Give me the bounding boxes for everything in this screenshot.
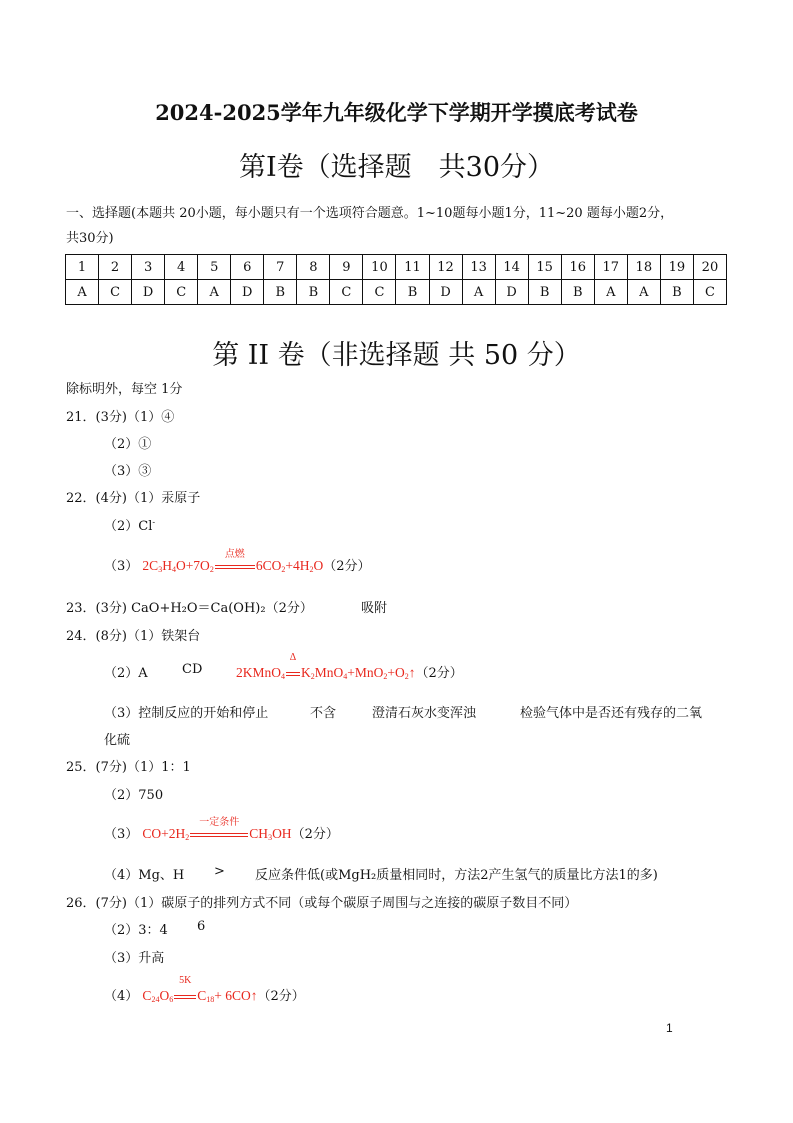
q26-eq-right: C: [197, 988, 207, 1003]
answer-cell: C: [99, 280, 132, 305]
q23-answer: 23．(3分) CaO+H₂O＝Ca(OH)₂（2分）: [66, 601, 313, 616]
q24-equation: 2KMnO$_4$ Δ $K_2MnO_4+MnO_2+O_2↑$: [236, 652, 416, 681]
part2-heading: 第 II 卷（非选择题 共 50 分）: [212, 340, 581, 371]
question-number-cell: 3: [132, 255, 165, 280]
question-number-cell: 17: [594, 255, 627, 280]
q24-part3-d: 检验气体中是否还有残存的二氧: [520, 706, 703, 721]
q24-eq-left: 2KMnO: [236, 665, 282, 680]
q24-header: 24．(8分)（1）铁架台: [66, 629, 201, 644]
question-number-cell: 7: [264, 255, 297, 280]
q24-part2-points: （2分）: [415, 666, 463, 681]
q26-eq-condition-text: 5K: [179, 975, 192, 986]
question-number-cell: 8: [297, 255, 330, 280]
part2-note: 除标明外，每空 1分: [66, 382, 183, 397]
q26-part2-a: （2）3：4: [104, 923, 168, 938]
q24-part2-equation-line: [236, 652, 463, 681]
q24-eq-right2: MnO: [314, 665, 344, 680]
answer-cell: B: [660, 280, 693, 305]
q22-eq-tail: O: [313, 558, 324, 573]
document-title: 2024-2025学年九年级化学下学期开学摸底考试卷: [155, 100, 638, 125]
q26-eq-left: C: [142, 988, 152, 1003]
q24-part3-b: 不含: [310, 706, 337, 721]
answer-cell: D: [132, 280, 165, 305]
q25-part4-b: >: [214, 864, 225, 879]
answer-cell: B: [528, 280, 561, 305]
answer-cell: C: [330, 280, 363, 305]
q26-part4-label: （4）: [104, 989, 139, 1004]
q24-part3-wrap: 化硫: [104, 733, 131, 748]
q25-part3-label: （3）: [104, 827, 139, 842]
q25-eq-condition-text: 一定条件: [199, 817, 240, 828]
q26-part2-b: 6: [197, 919, 206, 934]
q25-eq-right: CH: [249, 826, 269, 841]
part1-heading: 第Ⅰ卷（选择题 共30分）: [238, 152, 555, 183]
part1-instruction-line2: 共30分): [66, 231, 114, 246]
q24-eq-condition-text: Δ: [289, 652, 297, 663]
q22-equation: $2C_3H_4O+7O_2$ 点燃 $6CO_2+4H_2O$: [142, 558, 323, 573]
q22-part3: [104, 549, 371, 574]
q24-eq-right4: +O: [387, 665, 405, 680]
answer-cell: A: [627, 280, 660, 305]
q22-eq-condition: [215, 549, 255, 574]
part1-instruction-line1: 一、选择题(本题共 20小题，每小题只有一个选项符合题意。1~10题每小题1分，11~20 题每小题2分，: [66, 206, 674, 221]
question-number-cell: 16: [561, 255, 594, 280]
q24-part3-c: 澄清石灰水变浑浊: [372, 706, 477, 721]
q24-eq-right: K: [301, 665, 311, 680]
q22-header: 22．(4分)（1）汞原子: [66, 491, 201, 506]
q25-eq-right2: OH: [272, 826, 292, 841]
answer-table-number-row: [66, 255, 727, 280]
q25-part2: （2）750: [104, 788, 164, 803]
q24-eq-arrow: ↑: [408, 665, 416, 680]
q21-part3: （3）③: [104, 464, 152, 479]
q21-header: 21．(3分)（1）④: [66, 410, 175, 425]
q21-part2: （2）①: [104, 437, 152, 452]
q26-part4-points: （2分）: [257, 989, 305, 1004]
question-number-cell: 18: [627, 255, 660, 280]
q22-eq-right2: +4H: [285, 558, 310, 573]
q22-eq-condition-text: 点燃: [224, 549, 245, 560]
q26-header: 26．(7分)（1）碳原子的排列方式不同（或每个碳原子周围与之连接的碳原子数目不同）: [66, 896, 578, 911]
question-number-cell: 14: [495, 255, 528, 280]
q25-header: 25．(7分)（1）1：1: [66, 760, 191, 775]
q22-eq-right: 6CO: [255, 558, 282, 573]
answer-cell: D: [429, 280, 462, 305]
question-number-cell: 20: [693, 255, 726, 280]
q25-eq-left: CO+2H: [142, 826, 186, 841]
answer-table: [65, 254, 727, 305]
q25-part4-c: 反应条件低(或MgH₂质量相同时，方法2产生氢气的质量比方法1的多): [255, 868, 658, 883]
question-number-cell: 15: [528, 255, 561, 280]
q24-part2-b: CD: [182, 662, 203, 677]
answer-cell: C: [165, 280, 198, 305]
question-number-cell: 4: [165, 255, 198, 280]
answer-cell: D: [231, 280, 264, 305]
q22-part3-points: （2分）: [323, 559, 371, 574]
answer-cell: B: [297, 280, 330, 305]
q22-part3-label: （3）: [104, 559, 139, 574]
answer-cell: C: [693, 280, 726, 305]
q22-part2-label: （2）Cl: [104, 519, 153, 534]
q26-part3: （3）升高: [104, 951, 165, 966]
question-number-cell: 2: [99, 255, 132, 280]
answer-cell: A: [462, 280, 495, 305]
q26-eq-right2: + 6CO↑: [214, 988, 258, 1003]
answer-cell: A: [198, 280, 231, 305]
question-number-cell: 11: [396, 255, 429, 280]
q26-equation: $C_{24}O_6$ 5K $C_{18}+$ 6CO↑: [142, 975, 258, 1004]
q26-eq-condition: [174, 975, 196, 1004]
answer-cell: A: [594, 280, 627, 305]
q24-eq-right3: +MnO: [347, 665, 384, 680]
question-number-cell: 13: [462, 255, 495, 280]
q26-part4: [104, 975, 305, 1004]
question-number-cell: 1: [66, 255, 99, 280]
q22-part2: [104, 515, 155, 534]
question-number-cell: 10: [363, 255, 396, 280]
answer-table-answer-row: [66, 280, 727, 305]
answer-cell: D: [495, 280, 528, 305]
q23-answer2: 吸附: [361, 601, 388, 616]
q25-part4-a: （4）Mg、H: [104, 868, 185, 883]
q24-eq-condition: [286, 652, 300, 681]
q25-part3-points: （2分）: [291, 827, 339, 842]
q25-eq-condition: [190, 817, 248, 842]
answer-cell: A: [66, 280, 99, 305]
question-number-cell: 19: [660, 255, 693, 280]
answer-cell: B: [396, 280, 429, 305]
answer-cell: B: [264, 280, 297, 305]
q24-part2-a: （2）A: [104, 666, 148, 681]
q22-eq-left: 2C: [142, 558, 159, 573]
answer-cell: C: [363, 280, 396, 305]
q25-part3: [104, 817, 339, 842]
question-number-cell: 5: [198, 255, 231, 280]
q24-part3-a: （3）控制反应的开始和停止: [104, 706, 269, 721]
page-number: 1: [666, 1021, 673, 1035]
question-number-cell: 9: [330, 255, 363, 280]
q22-part2-charge: -: [152, 517, 156, 527]
question-number-cell: 12: [429, 255, 462, 280]
q25-equation: $CO+2H_2$ 一定条件 $CH_3OH$: [142, 826, 291, 841]
answer-cell: B: [561, 280, 594, 305]
question-number-cell: 6: [231, 255, 264, 280]
q22-eq-mid: +7O: [185, 558, 210, 573]
